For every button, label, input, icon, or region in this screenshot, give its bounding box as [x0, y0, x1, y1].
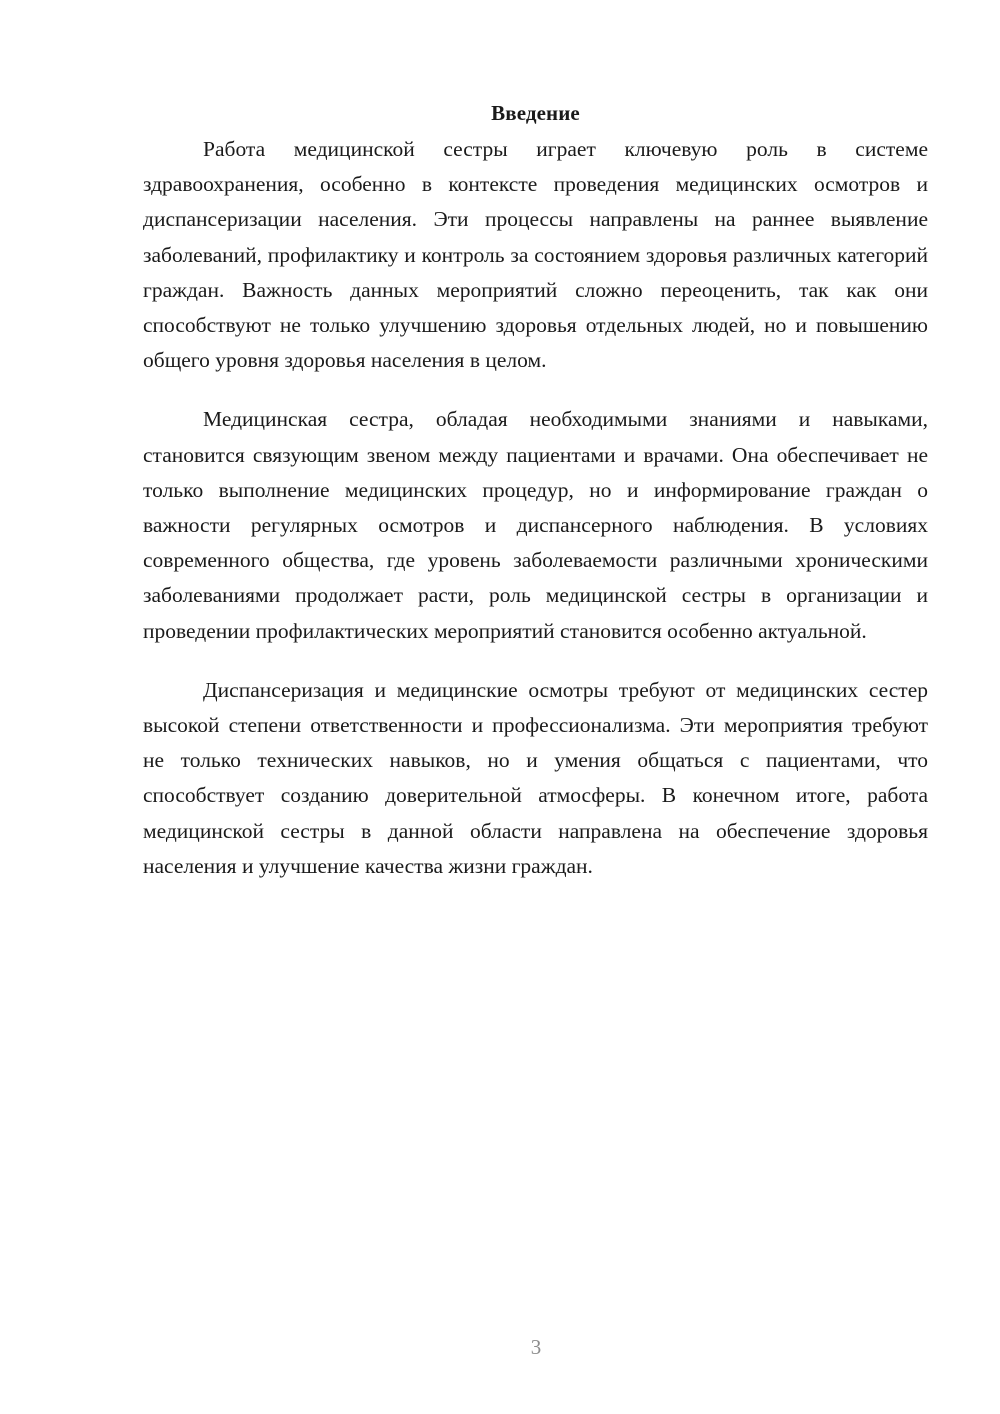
- section-heading: Введение: [491, 101, 580, 125]
- paragraph-2: Медицинская сестра, обладая необходимыми знаниями и навыками, становится связующим звеном между пациентами и врачами. Она обеспечивает не только выполнение медицинских процедур, но и информирование граждан о важности регулярных осмотров и диспансерного наблюдения. В условиях современного общества, где уровень заболеваемости различными хроническими заболеваниями продолжает расти, роль медицинской сестры в организации и проведении профилактических мероприятий становится особенно актуальной.: [143, 407, 928, 643]
- page-number: 3: [530, 1335, 542, 1359]
- page-content: [143, 96, 928, 908]
- paragraph-3: Диспансеризация и медицинские осмотры требуют от медицинских сестер высокой степени ответственности и профессионализма. Эти мероприятия требуют не только технических навыков, но и умения общаться с пациентами, что способствует созданию доверительной атмосферы. В конечном итоге, работа медицинской сестры в данной области направлена на обеспечение здоровья населения и улучшение качества жизни граждан.: [143, 677, 928, 878]
- paragraph-1: Работа медицинской сестры играет ключевую роль в системе здравоохранения, особенно в контексте проведения медицинских осмотров и диспансеризации населения. Эти процессы направлены на раннее выявление заболеваний, профилактику и контроль за состоянием здоровья различных категорий граждан. Важность данных мероприятий сложно переоценить, так как они способствуют не только улучшению здоровья отдельных людей, но и повышению общего уровня здоровья населения в целом.: [143, 137, 928, 373]
